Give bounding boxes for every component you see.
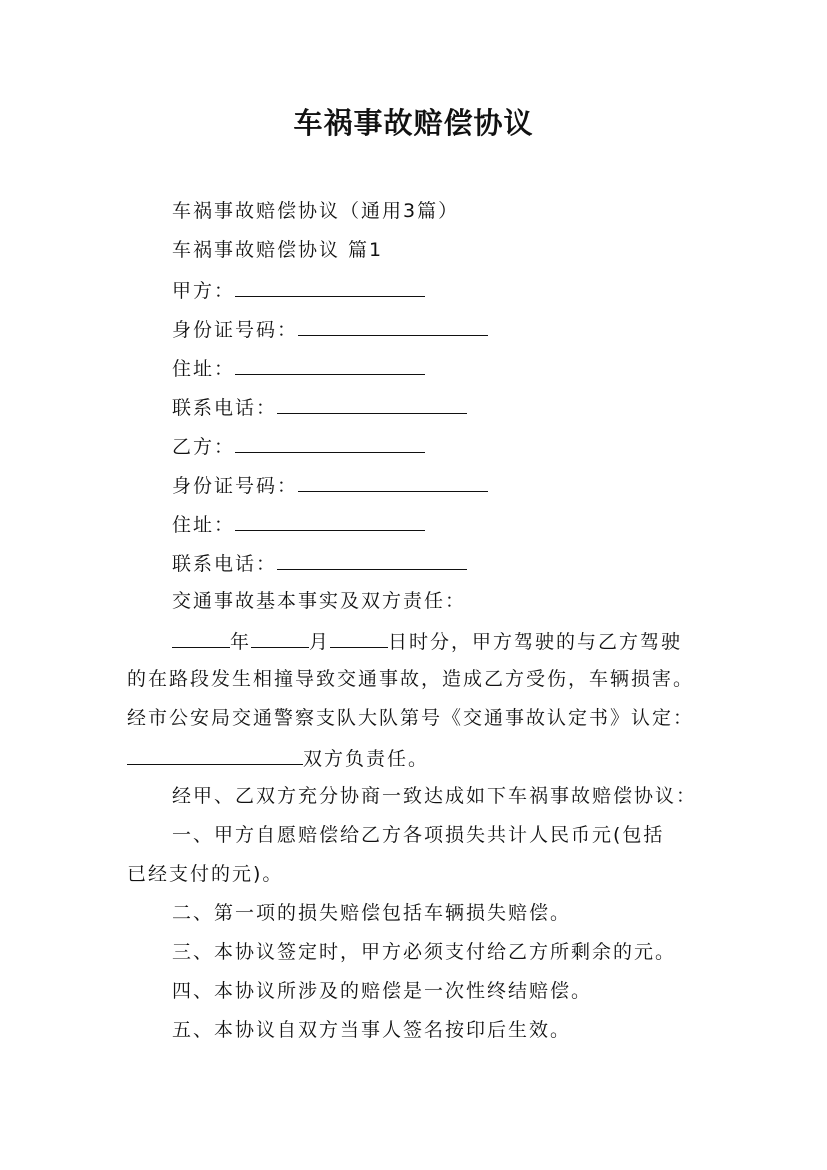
facts-heading: 交通事故基本事实及双方责任： [172,590,467,612]
document-title: 车祸事故赔偿协议 [293,106,534,140]
clause-2: 二、第一项的损失赔偿包括车辆损失赔偿。 [172,902,572,924]
party-a-name-row [172,274,425,306]
party-b-id-blank [298,469,488,492]
day-rest-text: 日时分，甲方驾驶的与乙方驾驶 [388,631,683,653]
party-a-name-blank [235,274,425,297]
party-a-phone-row [172,391,467,423]
responsibility-blank [127,742,303,765]
section-heading: 车祸事故赔偿协议 篇1 [172,239,384,261]
party-b-id-row [172,469,488,501]
clause-3: 三、本协议签定时，甲方必须支付给乙方所剩余的元。 [172,941,677,963]
party-b-name-blank [235,430,425,453]
clause-1-line-1: 一、甲方自愿赔偿给乙方各项损失共计人民币元(包括 [172,824,665,846]
party-b-phone-row [172,547,467,579]
party-a-address-row [172,352,425,384]
clause-4: 四、本协议所涉及的赔偿是一次性终结赔偿。 [172,980,593,1002]
facts-line-1 [172,625,682,657]
party-a-phone-blank [277,391,467,414]
party-a-address-label: 住址： [172,358,236,380]
party-a-address-blank [235,352,425,375]
party-b-address-blank [235,508,425,531]
facts-line-4-text: 双方负责任。 [303,748,430,770]
party-b-phone-blank [277,547,467,570]
party-b-id-label: 身份证号码： [172,475,299,497]
month-blank [251,625,309,648]
document-subtitle: 车祸事故赔偿协议（通用3篇） [172,200,460,222]
party-a-id-label: 身份证号码： [172,319,299,341]
year-label: 年 [230,631,252,653]
party-a-id-blank [298,313,488,336]
facts-line-4 [127,742,429,774]
facts-line-2: 的在路段发生相撞导致交通事故，造成乙方受伤，车辆损害。 [127,668,695,690]
party-b-name-row [172,430,425,462]
party-a-name-label: 甲方： [172,280,236,302]
party-b-address-row [172,508,425,540]
day-blank [330,625,388,648]
facts-line-3: 经市公安局交通警察支队大队第号《交通事故认定书》认定： [127,707,695,729]
party-b-phone-label: 联系电话： [172,553,278,575]
clause-1-line-2: 已经支付的元)。 [127,863,284,885]
party-a-phone-label: 联系电话： [172,397,278,419]
agreement-intro: 经甲、乙双方充分协商一致达成如下车祸事故赔偿协议： [172,785,698,807]
month-label: 月 [309,631,331,653]
year-blank [172,625,230,648]
party-b-address-label: 住址： [172,514,236,536]
party-b-name-label: 乙方： [172,436,236,458]
clause-5: 五、本协议自双方当事人签名按印后生效。 [172,1019,572,1041]
party-a-id-row [172,313,488,345]
